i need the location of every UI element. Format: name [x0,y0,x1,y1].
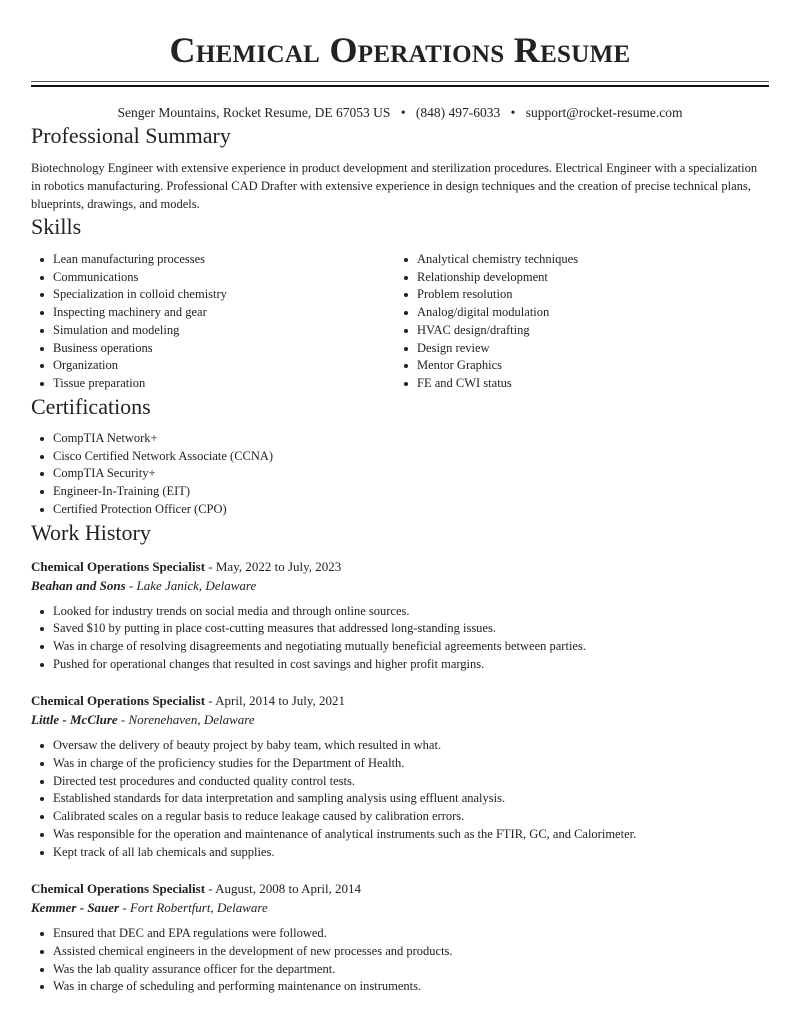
job-bullets [31,925,769,996]
job-bullet: Saved $10 by putting in place cost-cutting measures that addressed long-standing issues. [53,620,769,638]
skill-item: Business operations [53,340,227,358]
skill-item: Analytical chemistry techniques [417,251,578,269]
summary-text: Biotechnology Engineer with extensive experience in product development and sterilization procedures. Electrical Engineer with a specialization in robotics manufacturing. Professional CAD Drafter with extensive experience in design techniques and the creation of precise technical plans, blueprints, drawings, and models. [31,161,758,211]
certification-item: Engineer-In-Training (EIT) [53,483,769,501]
job-bullet: Looked for industry trends on social media and through online sources. [53,603,769,621]
skill-item: Problem resolution [417,286,578,304]
divider-thick-line [31,85,769,87]
skill-item: Design review [417,340,578,358]
bullet-separator-icon: • [400,105,406,120]
skill-item: Tissue preparation [53,375,227,393]
resume-page [31,0,769,996]
job-entry [31,557,769,674]
skill-item: Specialization in colloid chemistry [53,286,227,304]
job-company: Kemmer - Sauer [31,900,120,916]
skill-item: Analog/digital modulation [417,304,578,322]
job-bullet: Ensured that DEC and EPA regulations were followed. [53,925,769,943]
bullet-separator-icon: • [510,105,516,120]
certifications-list [31,430,769,519]
job-bullet: Kept track of all lab chemicals and supplies. [53,844,769,862]
skill-item: Organization [53,357,227,375]
job-bullet: Directed test procedures and conducted quality control tests. [53,773,769,791]
job-bullets [31,737,769,861]
job-bullet: Calibrated scales on a regular basis to reduce leakage caused by calibration errors. [53,808,769,826]
skill-item: Simulation and modeling [53,322,227,340]
contact-email: support@rocket-resume.com [525,105,683,120]
skill-item: Inspecting machinery and gear [53,304,227,322]
job-entry [31,691,769,861]
resume-title: Chemical Operations Resume [169,30,631,70]
job-role: Chemical Operations Specialist [31,881,206,897]
job-bullet: Was in charge of the proficiency studies for the Department of Health. [53,755,769,773]
contact-line [31,104,769,122]
job-company-line [31,576,769,595]
skills-column-right [395,251,578,393]
job-bullets [31,603,769,674]
job-company-line [31,710,769,729]
job-bullet: Established standards for data interpretation and sampling analysis using effluent analysis. [53,790,769,808]
job-title-line [31,879,769,898]
job-location: - Norenehaven, Delaware [117,712,255,728]
contact-address: Senger Mountains, Rocket Resume, DE 67053 US [117,105,391,120]
job-company: Beahan and Sons [31,577,126,593]
job-bullet: Was in charge of scheduling and performing maintenance on instruments. [53,978,769,996]
section-heading-work-history: Work History [31,519,151,545]
job-role: Chemical Operations Specialist [31,693,206,709]
job-bullet: Was responsible for the operation and maintenance of analytical instruments such as the FTIR, GC, and Calorimeter. [53,826,769,844]
job-bullet: Pushed for operational changes that resulted in cost savings and higher profit margins. [53,656,769,674]
job-dates: - April, 2014 to July, 2021 [205,693,346,709]
job-company: Little - McClure [31,712,118,728]
job-location: - Fort Robertfurt, Delaware [119,900,268,916]
job-dates: - August, 2008 to April, 2014 [205,881,362,897]
skill-item: Communications [53,269,227,287]
job-title-line [31,557,769,576]
section-heading-skills: Skills [31,214,82,239]
job-bullet: Was the lab quality assurance officer for the department. [53,961,769,979]
certification-item: CompTIA Security+ [53,465,769,483]
job-title-line [31,691,769,710]
job-dates: - May, 2022 to July, 2023 [205,558,342,574]
section-heading-summary: Professional Summary [31,123,231,148]
skill-item: Lean manufacturing processes [53,251,227,269]
job-role: Chemical Operations Specialist [31,558,206,574]
skill-item: FE and CWI status [417,375,578,393]
certification-item: CompTIA Network+ [53,430,769,448]
divider-thin-line [31,81,769,82]
job-bullet: Oversaw the delivery of beauty project by baby team, which resulted in what. [53,737,769,755]
job-location: - Lake Janick, Delaware [125,577,257,593]
job-company-line [31,898,769,917]
job-entry [31,879,769,996]
section-heading-certifications: Certifications [31,394,151,419]
skill-item: Relationship development [417,269,578,287]
skills-list [31,251,769,393]
skill-item: HVAC design/drafting [417,322,578,340]
job-bullet: Was in charge of resolving disagreements and negotiating mutually beneficial agreements between parties. [53,638,769,656]
certification-item: Certified Protection Officer (CPO) [53,501,769,519]
job-bullet: Assisted chemical engineers in the development of new processes and products. [53,943,769,961]
title-divider [31,81,769,87]
skill-item: Mentor Graphics [417,357,578,375]
certification-item: Cisco Certified Network Associate (CCNA) [53,448,769,466]
contact-phone: (848) 497-6033 [415,105,501,120]
skills-column-left [31,251,227,393]
